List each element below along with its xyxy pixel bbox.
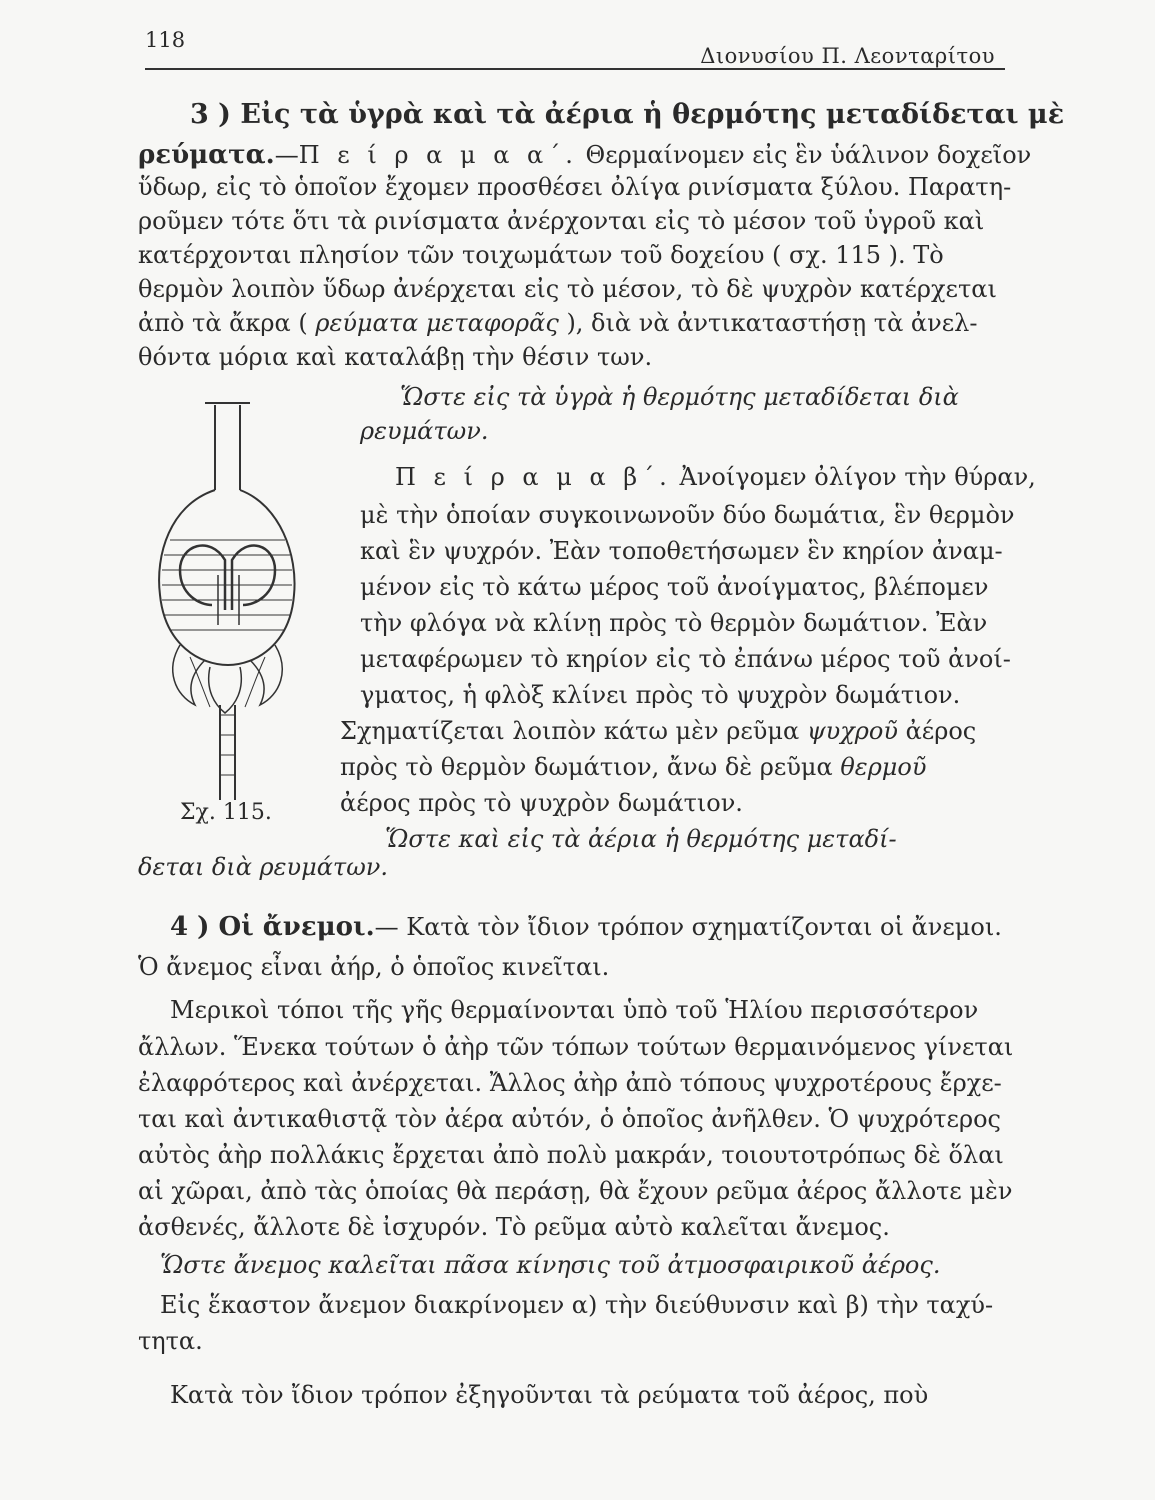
text-line: ἀσθενές, ἄλλοτε δὲ ἰσχυρόν. Τὸ ρεῦμα αὐτὸ καλεῖται ἄνεμος. [138, 1213, 890, 1241]
text-line [340, 716, 976, 746]
text-line: ροῦμεν τότε ὅτι τὰ ρινίσματα ἀνέρχονται εἰς τὸ μέσον τοῦ ὑγροῦ καὶ [138, 207, 985, 235]
text-segment: Σχηματίζεται λοιπὸν κάτω μὲν ρεῦμα [340, 717, 800, 745]
text-line: θόντα μόρια καὶ καταλάβῃ τὴν θέσιν των. [138, 343, 653, 371]
text-segment: ἀέρος [905, 717, 977, 745]
text-line [340, 752, 926, 782]
text-line: γματος, ἡ φλὸξ κλίνει πρὸς τὸ ψυχρὸν δωμάτιον. [360, 681, 961, 709]
text-line: καὶ ἓν ψυχρόν. Ἐὰν τοποθετήσωμεν ἓν κηρίον ἀναμ- [360, 537, 1003, 565]
text-line: ται καὶ ἀντικαθιστᾷ τὸν ἀέρα αὐτόν, ὁ ὁποῖος ἀνῆλθεν. Ὁ ψυχρότερος [138, 1105, 1001, 1133]
flask-figure [150, 395, 300, 815]
text-line: θερμὸν λοιπὸν ὕδωρ ἀνέρχεται εἰς τὸ μέσον, τὸ δὲ ψυχρὸν κατέρχεται [138, 275, 997, 303]
text-line: ἀέρος πρὸς τὸ ψυχρὸν δωμάτιον. [340, 789, 743, 817]
text-segment: πρὸς τὸ θερμὸν δωμάτιον, ἄνω δὲ ρεῦμα [340, 753, 833, 781]
text-line [395, 462, 1036, 492]
italic-term: ψυχροῦ [806, 717, 898, 745]
text-line: τητα. [138, 1327, 203, 1355]
text-line: Εἰς ἕκαστον ἄνεμον διακρίνομεν α) τὴν διεύθυνσιν καὶ β) τὴν ταχύ- [160, 1291, 994, 1319]
page-number: 118 [145, 28, 186, 52]
text-line: Μερικοὶ τόποι τῆς γῆς θερμαίνονται ὑπὸ τοῦ Ἡλίου περισσότερον [170, 996, 979, 1024]
section-4-heading: 4 ) Οἱ ἄνεμοι. [170, 912, 375, 942]
running-header-author: Διονυσίου Π. Λεονταρίτου [700, 44, 995, 68]
section-3-heading-end: ρεύματα. [138, 140, 275, 170]
text-line: ρεύματα.—Π ε ί ρ α μ α α΄. Θερμαίνομεν εἰς ἓν ὑάλινον δοχεῖον [138, 140, 1032, 170]
section-3-heading: 3 ) Εἰς τὰ ὑγρὰ καὶ τὰ ἀέρια ἡ θερμότης μεταδίδεται μὲ [190, 99, 1065, 130]
conclusion-line: Ὥστε καὶ εἰς τὰ ἀέρια ἡ θερμότης μεταδί- [385, 825, 897, 853]
text-line [170, 912, 1002, 942]
conclusion-line: Ὥστε ἄνεμος καλεῖται πᾶσα κίνησις τοῦ ἀτμοσφαιρικοῦ ἀέρος. [160, 1251, 941, 1279]
italic-term: ρεύματα μεταφορᾶς [315, 309, 559, 337]
conclusion-line: Ὥστε εἰς τὰ ὑγρὰ ἡ θερμότης μεταδίδεται διὰ [400, 383, 959, 411]
text-segment: ), διὰ νὰ ἀντικαταστήσῃ τὰ ἀνελ- [566, 309, 978, 337]
text-line: Ὁ ἄνεμος εἶναι ἀήρ, ὁ ὁποῖος κινεῖται. [138, 953, 610, 981]
text-segment: Θερμαίνομεν εἰς ἓν ὑάλινον δοχεῖον [585, 141, 1032, 169]
text-segment: ἀπὸ τὰ ἄκρα ( [138, 309, 308, 337]
text-line: μεταφέρωμεν τὸ κηρίον εἰς τὸ ἐπάνω μέρος τοῦ ἀνοί- [360, 645, 1011, 673]
conclusion-line: ρευμάτων. [360, 417, 489, 445]
conclusion-line: δεται διὰ ρευμάτων. [138, 853, 388, 881]
figure-caption: Σχ. 115. [180, 800, 272, 825]
text-line: τὴν φλόγα νὰ κλίνῃ πρὸς τὸ θερμὸν δωμάτιον. Ἐὰν [360, 609, 988, 637]
text-line: μένον εἰς τὸ κάτω μέρος τοῦ ἀνοίγματος, βλέπομεν [360, 573, 989, 601]
experiment-a-label: Π ε ί ρ α μ α α΄. [298, 141, 578, 169]
text-line: αὐτὸς ἀὴρ πολλάκις ἔρχεται ἀπὸ πολὺ μακράν, τοιουτοτρόπως δὲ ὅλαι [138, 1141, 1004, 1169]
text-line: μὲ τὴν ὁποίαν συγκοινωνοῦν δύο δωμάτια, ἓν θερμὸν [360, 501, 1015, 529]
italic-term: θερμοῦ [840, 753, 927, 781]
text-line: ὕδωρ, εἰς τὸ ὁποῖον ἔχομεν προσθέσει ὀλίγα ρινίσματα ξύλου. Παρατη- [138, 173, 1012, 201]
header-rule [145, 68, 1005, 70]
text-line [138, 308, 977, 338]
text-line: αἱ χῶραι, ἀπὸ τὰς ὁποίας θὰ περάσῃ, θὰ ἔχουν ρεῦμα ἀέρος ἄλλοτε μὲν [138, 1177, 1013, 1205]
text-line: Κατὰ τὸν ἴδιον τρόπον ἐξηγοῦνται τὰ ρεύματα τοῦ ἀέρος, ποὺ [170, 1381, 929, 1409]
text-line: ἐλαφρότερος καὶ ἀνέρχεται. Ἄλλος ἀὴρ ἀπὸ τόπους ψυχροτέρους ἔρχε- [138, 1069, 1002, 1097]
text-line: ἄλλων. Ἕνεκα τούτων ὁ ἀὴρ τῶν τόπων τούτων θερμαινόμενος γίνεται [138, 1033, 1014, 1061]
text-segment: Ἀνοίγομεν ὀλίγον τὴν θύραν, [679, 463, 1036, 491]
text-segment: — Κατὰ τὸν ἴδιον τρόπον σχηματίζονται οἱ ἄνεμοι. [374, 913, 1002, 941]
experiment-b-label: Π ε ί ρ α μ α β΄. [395, 463, 672, 491]
text-line: κατέρχονται πλησίον τῶν τοιχωμάτων τοῦ δοχείου ( σχ. 115 ). Τὸ [138, 241, 944, 269]
